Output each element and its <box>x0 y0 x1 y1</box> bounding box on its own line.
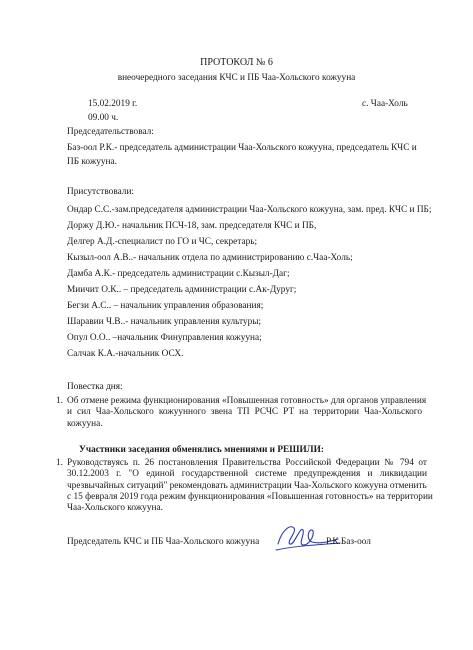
meeting-place: с. Чаа-Холь <box>362 99 408 109</box>
decision-line: чрезвычайных ситуаций" рекомендовать администрации Чаа-Хольского кожууна отменить <box>67 480 427 491</box>
attendee-item: Ондар С.С.-зам.председателя администрации Чаа-Хольского кожууна, зам. пред. КЧС и ПБ; <box>67 205 432 215</box>
chair-line-1: Баз-оол Р.К.- председатель администрации Чаа-Хольского кожууна, председатель КЧС и <box>67 143 417 153</box>
attendees-list <box>67 205 431 365</box>
attendees-label: Присутствовали: <box>67 187 135 197</box>
attendee-item: Бегзи А.С.. – начальник управления образования; <box>67 301 264 311</box>
decision-line: 30.12.2003 г. "О единой государственной системе предупреждения и ликвидации <box>67 469 427 480</box>
attendee-item: Делгер А.Д.-специалист по ГО и ЧС, секретарь; <box>67 237 258 247</box>
signature-name: Р.К.Баз-оол <box>326 537 371 547</box>
attendee-item: Салчак К.А.-начальник ОСХ. <box>67 349 184 359</box>
attendee-item: Дамба А.К.- председатель администрации с.Кызыл-Даг; <box>67 269 290 279</box>
agenda-item-number: 1. <box>56 396 63 406</box>
protocol-title: ПРОТОКОЛ № 6 <box>200 57 273 68</box>
attendee-item: Миичит О.К.. – председатель администрации с.Ак-Дуруг; <box>67 285 297 295</box>
decision-heading: Участники заседания обменялись мнениями и РЕШИЛИ: <box>79 445 324 455</box>
agenda-line: Об отмене режима функционирования «Повышенная готовность» для органов управления <box>67 396 427 406</box>
decision-line: с 15 февраля 2019 года режим функционирования «Повышенная готовность» на территории <box>67 491 433 502</box>
agenda-line: кожууна. <box>67 418 103 429</box>
attendee-item: Доржу Д.Ю.- начальник ПСЧ-18, зам. председателя КЧС и ПБ, <box>67 221 317 231</box>
attendee-item: Кызыл-оол А.В..- начальник отдела по администрированию с.Чаа-Холь; <box>67 253 353 263</box>
attendee-item: Шаравии Ч.В..- начальник управления культуры; <box>67 317 262 327</box>
meeting-date: 15.02.2019 г. <box>88 99 138 109</box>
meeting-time: 09.00 ч. <box>88 113 119 123</box>
agenda-label: Повестка дня: <box>67 382 123 392</box>
decision-line: Руководствуясь п. 26 постановления Правительства Российской Федерации № 794 от <box>67 458 427 468</box>
attendee-item: Опул О.О.. –начальник Финуправления кожууна; <box>67 333 262 343</box>
decision-line: Чаа-Хольского кожууна. <box>67 502 163 513</box>
decision-item <box>67 458 433 514</box>
signature-role: Председатель КЧС и ПБ Чаа-Хольского кожууна <box>67 537 260 547</box>
chair-line-2: ПБ кожууна. <box>67 157 117 167</box>
decision-item-number: 1. <box>56 458 63 468</box>
agenda-line: и сил Чаа-Хольского кожуунного звена ТП РСЧС РТ на территории Чаа-Хольского <box>67 407 422 418</box>
agenda-item <box>67 396 427 430</box>
protocol-subtitle: внеочередного заседания КЧС и ПБ Чаа-Хольского кожууна <box>117 73 356 83</box>
chair-label: Председательствовал: <box>67 127 154 137</box>
